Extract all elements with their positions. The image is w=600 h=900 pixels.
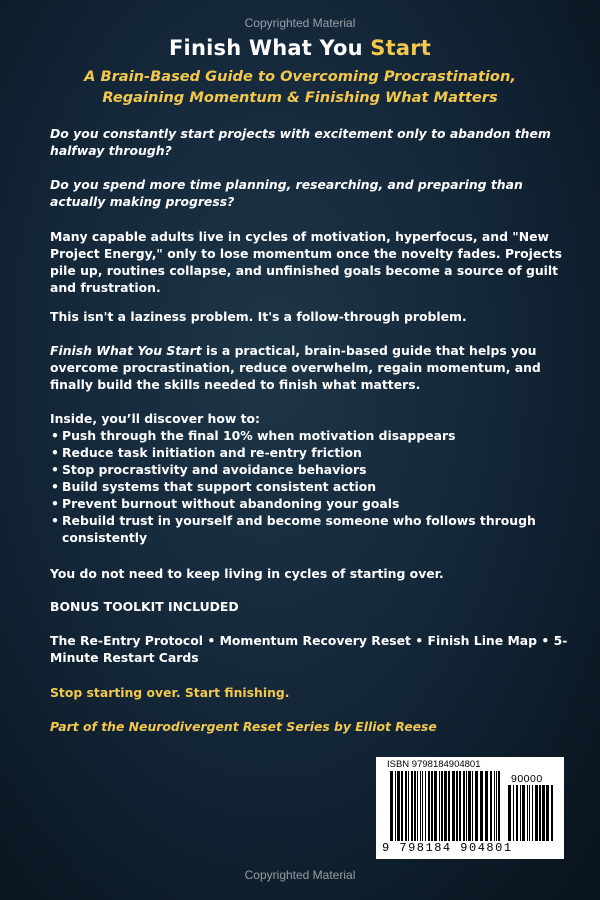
title-accent: Start (370, 36, 431, 60)
barcode-bars-main (390, 771, 504, 843)
paragraph-cycles: Many capable adults live in cycles of motivation, hyperfocus, and "New Project Energy," only to lose momentum once the novelty fades. Projects pile up, routines collapse, and unfinished goals become a source of guilt and frustration. (50, 229, 562, 295)
barcode-bar (459, 771, 461, 841)
bonus-items: The Re-Entry Protocol • Momentum Recovery Reset • Finish Line Map • 5-Minute Restart Cards (50, 633, 568, 665)
barcode-bar (513, 785, 514, 841)
paragraph-guide-text: is a practical, brain-based guide that helps you overcome procrastination, reduce overwhelm, regain momentum, and finally build the skills needed to finish what matters. (50, 343, 541, 392)
barcode-bar (420, 771, 421, 841)
barcode-bar (475, 771, 478, 841)
bonus-heading: BONUS TOOLKIT INCLUDED (50, 599, 239, 614)
isbn-barcode (376, 757, 564, 859)
barcode-bar (422, 771, 423, 841)
barcode-bar (529, 785, 530, 841)
list-item: • Push through the final 10% when motivation disappears (50, 427, 570, 444)
barcode-bar (431, 771, 433, 841)
barcode-bar (425, 771, 426, 841)
list-item: • Rebuild trust in yourself and become someone who follows through consistently (50, 512, 570, 546)
inside-heading: Inside, you’ll discover how to: (50, 411, 261, 426)
barcode-bar (520, 785, 521, 841)
barcode-bar (498, 771, 500, 841)
barcode-bar (448, 771, 450, 841)
barcode-bar (527, 785, 528, 841)
barcode-bar (490, 771, 492, 841)
barcode-bar (539, 785, 541, 841)
book-subtitle (0, 66, 600, 108)
book-title (0, 36, 600, 60)
barcode-bar (444, 771, 447, 841)
closing-line: You do not need to keep living in cycles of starting over. (50, 566, 444, 581)
subtitle-line-1: A Brain-Based Guide to Overcoming Procrastination, (84, 68, 516, 85)
inside-section (50, 410, 570, 546)
barcode-bar (468, 771, 471, 841)
barcode-bar (485, 771, 488, 841)
barcode-bar (395, 771, 396, 841)
barcode-bar (472, 771, 473, 841)
isbn-digits: 9 798184 904801 (382, 841, 513, 855)
barcode-bar (508, 785, 511, 841)
subtitle-line-2: Regaining Momentum & Finishing What Matters (102, 89, 498, 106)
barcode-bar (439, 771, 440, 841)
barcode-bar (405, 771, 407, 841)
barcode-bar (456, 771, 458, 841)
barcode-bars-addon (508, 785, 554, 841)
barcode-bar (480, 771, 483, 841)
tagline: Stop starting over. Start finishing. (50, 685, 290, 700)
barcode-bar (417, 771, 418, 841)
barcode-bar (522, 785, 525, 841)
barcode-bar (452, 771, 455, 841)
barcode-bar (535, 785, 538, 841)
title-main: Finish What You (169, 36, 371, 60)
list-item: • Build systems that support consistent action (50, 478, 570, 495)
barcode-bar (532, 785, 533, 841)
watermark-top: Copyrighted Material (244, 16, 356, 30)
list-item: • Reduce task initiation and re-entry friction (50, 444, 570, 461)
question-2: Do you spend more time planning, researching, and preparing than actually making progress? (50, 177, 523, 209)
isbn-label: ISBN 9798184904801 (387, 759, 481, 770)
barcode-bar (466, 771, 467, 841)
barcode-bar (496, 771, 497, 841)
barcode-bar (408, 771, 409, 841)
paragraph-problem: This isn't a laziness problem. It's a follow-through problem. (50, 309, 467, 324)
barcode-bar (494, 771, 495, 841)
barcode-bar (546, 785, 549, 841)
barcode-bar (411, 771, 413, 841)
paragraph-guide (50, 342, 570, 393)
inline-book-title: Finish What You Start (50, 343, 202, 358)
barcode-bar (397, 771, 400, 841)
watermark-bottom: Copyrighted Material (244, 868, 356, 882)
barcode-bar (542, 785, 545, 841)
barcode-bar (428, 771, 430, 841)
barcode-bar (434, 771, 437, 841)
barcode-bar (463, 771, 465, 841)
list-item: • Prevent burnout without abandoning your goals (50, 495, 570, 512)
list-item: • Stop procrastivity and avoidance behaviors (50, 461, 570, 478)
question-1: Do you constantly start projects with excitement only to abandon them halfway through? (50, 126, 551, 158)
benefits-list (50, 427, 570, 546)
barcode-bar (414, 771, 416, 841)
series-line: Part of the Neurodivergent Reset Series by Elliot Reese (50, 719, 437, 734)
barcode-bar (401, 771, 403, 841)
barcode-bar (551, 785, 553, 841)
barcode-bar (516, 785, 518, 841)
barcode-bar (390, 771, 393, 841)
addon-code: 90000 (511, 773, 543, 785)
barcode-bar (441, 771, 443, 841)
